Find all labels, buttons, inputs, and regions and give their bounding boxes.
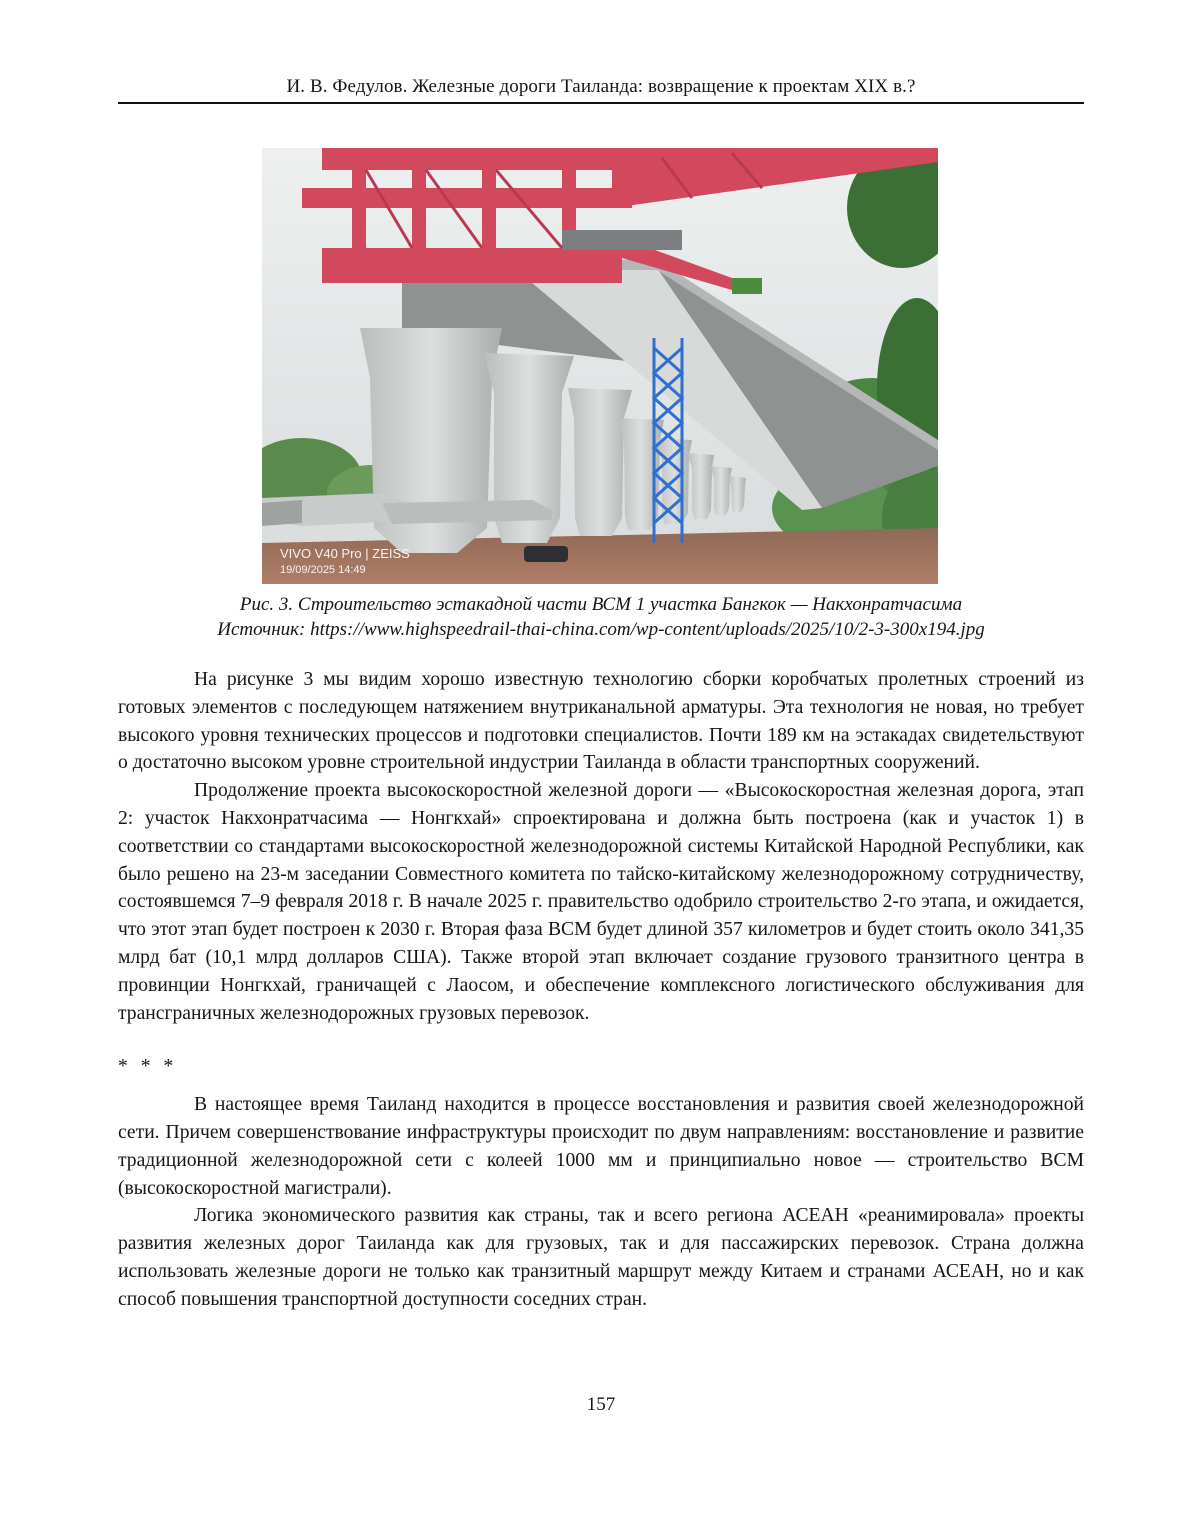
paragraph-3: В настоящее время Таиланд находится в процессе восстановления и развития своей железнодорожной сети. Причем совершенствование инфраструктуры происходит по двум направлениям: восстановление и развитие традиционной железнодорожной сети с колеей 1000 мм и принципиально новое — строительство ВСМ (высокоскоростной магистрали). [118, 1094, 1084, 1199]
paragraph-2: Продолжение проекта высокоскоростной железной дороги — «Высокоскоростная железная дорога, этап 2: участок Накхонратчасима — Нонгкхай» спроектирована и должна быть построена (как и участок 1) в соответствии со стандартами высокоскоростной железнодорожной системы Китайской Народной Республики, как было решено на 23-м заседании Совместного комитета по тайско-китайскому железнодорожному сотрудничеству, состоявшемся 7–9 февраля 2018 г. В начале 2025 г. правительство одобрило строительство 2-го этапа, и ожидается, что этот этап будет построен к 2030 г. Вторая фаза ВСМ будет длиной 357 километров и будет стоить около 341,35 млрд бат (10,1 млрд долларов США). Также второй этап включает создание грузового транзитного центра в провинции Нонгкхай, граничащей с Лаосом, и обеспечение комплексного логистического обслуживания для трансграничных железнодорожных грузовых перевозок. [118, 780, 1084, 1024]
parked-vehicle [524, 546, 568, 562]
running-title: И. В. Федулов. Железные дороги Таиланда: возвращение к проектам XIX в.? [286, 76, 916, 97]
paragraph-4: Логика экономического развития как страны, так и всего региона АСЕАН «реанимировала» проекты развития железных дорог Таиланда как для грузовых, так и для пассажирских перевозок. Страна должна использовать железные дороги не только как транзитный маршрут между Китаем и странами АСЕАН, но и как способ повышения транспортной доступности соседних стран. [118, 1205, 1084, 1310]
section-separator: * * * [118, 1056, 178, 1078]
photo-stamp-datetime: 19/09/2025 14:49 [280, 564, 366, 576]
header-rule [118, 102, 1084, 104]
photo-stamp-device: VIVO V40 Pro | ZEISS [280, 546, 410, 561]
paragraph-1: На рисунке 3 мы видим хорошо известную технологию сборки коробчатых пролетных строений из готовых элементов с последующем натяжением внутриканальной арматуры. Эта технология не новая, но требует высокого уровня технических процессов и подготовки специалистов. Почти 189 км на эстакадах свидетельствуют о достаточно высоком уровне строительной индустрии Таиланда в области транспортных сооружений. [118, 669, 1084, 774]
page-number: 157 [586, 1394, 616, 1415]
caption-source: Источник: https://www.highspeedrail-thai-china.com/wp-content/uploads/2025/10/2-3-300x194.jpg [217, 619, 985, 640]
article-body [118, 666, 1084, 1314]
figure-caption [118, 592, 1084, 642]
figure-photo [262, 148, 938, 584]
viaduct-construction-photo [262, 148, 938, 584]
caption-title: Рис. 3. Строительство эстакадной части ВСМ 1 участка Бангкок — Накхонратчасима [239, 594, 963, 615]
